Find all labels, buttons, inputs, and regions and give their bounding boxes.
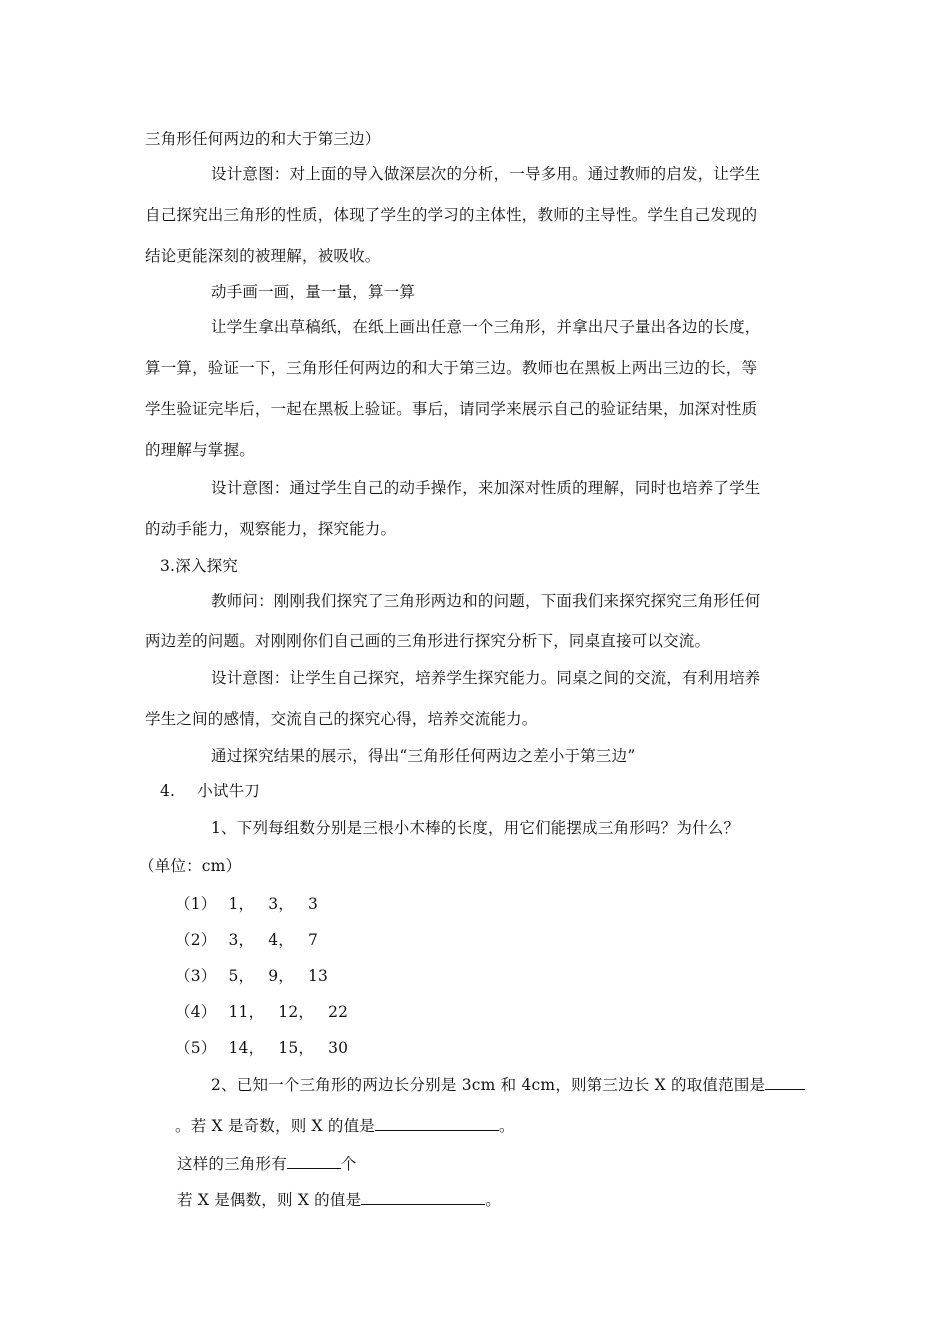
unit-note: （单位：cm） <box>139 857 242 875</box>
paragraph-line: 学生之间的感情，交流自己的探究心得，培养交流能力。 <box>145 710 538 728</box>
paragraph-line: 的动手能力，观察能力，探究能力。 <box>145 520 397 538</box>
paragraph-line: 通过探究结果的展示，得出“三角形任何两边之差小于第三边” <box>211 747 636 765</box>
option-row: （1） 1， 3， 3 <box>175 895 319 913</box>
paragraph-line: 自己探究出三角形的性质，体现了学生的学习的主体性，教师的主导性。学生自己发现的 <box>145 206 758 224</box>
section-number: 4. <box>160 782 176 800</box>
question-line: 。若 X 是奇数，则 X 的值是 。 <box>175 1117 515 1135</box>
paragraph-line: 的理解与掌握。 <box>145 441 255 459</box>
paragraph-line: 设计意图：通过学生自己的动手操作，来加深对性质的理解，同时也培养了学生 <box>211 479 761 497</box>
answer-blank-even[interactable] <box>361 1189 485 1205</box>
paragraph-line: 动手画一画，量一量，算一算 <box>211 283 416 301</box>
answer-blank-odd[interactable] <box>375 1115 499 1131</box>
paragraph-line: 结论更能深刻的被理解，被吸收。 <box>145 247 381 265</box>
question-line: 这样的三角形有 个 <box>177 1155 357 1173</box>
paragraph-line: 算一算，验证一下，三角形任何两边的和大于第三边。教师也在黑板上两出三边的长，等 <box>145 359 758 377</box>
option-row: （3） 5， 9， 13 <box>175 967 329 985</box>
paragraph-line: 三角形任何两边的和大于第三边） <box>145 130 381 148</box>
section-title: 小试牛刀 <box>197 782 261 800</box>
option-row: （5） 14， 15， 30 <box>175 1039 349 1057</box>
question-line: 若 X 是偶数，则 X 的值是 。 <box>177 1191 501 1209</box>
section-heading <box>160 781 260 801</box>
answer-blank-count[interactable] <box>287 1153 341 1169</box>
paragraph-line: 设计意图：让学生自己探究，培养学生探究能力。同桌之间的交流，有利用培养 <box>211 669 761 687</box>
option-row: （2） 3， 4， 7 <box>175 931 319 949</box>
question-line: 2、已知一个三角形的两边长分别是 3cm 和 4cm，则第三边长 X 的取值范围是 <box>211 1074 805 1095</box>
paragraph-line: 学生验证完毕后，一起在黑板上验证。事后，请同学来展示自己的验证结果，加深对性质 <box>145 400 758 418</box>
paragraph-line: 两边差的问题。对刚刚你们自己画的三角形进行探究分析下，同桌直接可以交流。 <box>145 632 711 650</box>
paragraph-line: 让学生拿出草稿纸，在纸上画出任意一个三角形，并拿出尺子量出各边的长度， <box>211 318 761 336</box>
question-line: 1、下列每组数分别是三根小木棒的长度，用它们能摆成三角形吗？为什么？ <box>211 819 740 837</box>
section-heading: 3.深入探究 <box>160 557 238 575</box>
paragraph-line: 设计意图：对上面的导入做深层次的分析，一导多用。通过教师的启发，让学生 <box>211 165 761 183</box>
answer-blank-range[interactable] <box>765 1074 805 1090</box>
option-row: （4） 11， 12， 22 <box>175 1003 349 1021</box>
paragraph-line: 教师问：刚刚我们探究了三角形两边和的问题，下面我们来探究探究三角形任何 <box>211 592 761 610</box>
